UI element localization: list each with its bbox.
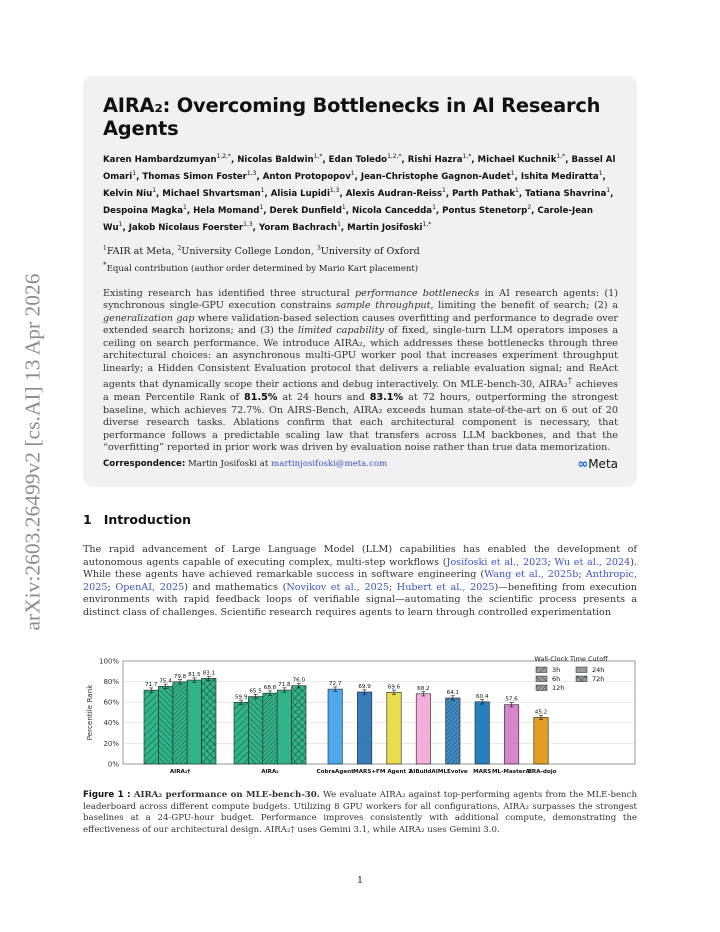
equal-contribution-note bbox=[103, 259, 618, 275]
page-number: 1 bbox=[356, 875, 364, 886]
x-tick-label: MLEvolve bbox=[437, 769, 468, 775]
y-tick-label: 0% bbox=[107, 760, 119, 769]
author-affiliation-mark: 1 bbox=[442, 187, 446, 195]
data-label: 71.8 bbox=[278, 682, 291, 689]
author-affiliation-mark: 1,3 bbox=[329, 187, 340, 195]
x-tick-label: MARS+ bbox=[353, 769, 377, 775]
data-label: 81.5 bbox=[188, 672, 201, 679]
author-name: Nicola Cancedda bbox=[351, 206, 433, 217]
text-run: ; bbox=[578, 569, 586, 580]
author-affiliation-mark: 1,2,* bbox=[387, 153, 402, 160]
citation-link[interactable]: Anthropic, 2025 bbox=[83, 569, 637, 593]
author-name: Bassel Al Omari bbox=[103, 154, 616, 182]
text-run: sample throughput bbox=[335, 300, 431, 312]
data-label: 69.9 bbox=[358, 684, 371, 691]
author-name: Jean-Christophe Gagnon-Audet bbox=[360, 171, 511, 182]
legend-label: 6h bbox=[552, 675, 561, 683]
author-name: Alexis Audran-Reiss bbox=[345, 188, 443, 199]
data-label: 59.9 bbox=[234, 694, 248, 701]
legend-swatch-hatch bbox=[576, 676, 587, 682]
data-label: 60.4 bbox=[475, 693, 489, 700]
data-label: 72.7 bbox=[328, 681, 342, 688]
author-name: Kelvin Niu bbox=[103, 188, 153, 199]
bar bbox=[504, 705, 518, 764]
text-run: at 24 hours and bbox=[277, 392, 370, 404]
bar bbox=[187, 680, 201, 764]
data-label: 45.2 bbox=[534, 709, 548, 716]
text-run: at 72 hours, outperforming the strongest baseline, which achieves 72.7%. On AIRS-Bench, AIRA₂ exceeds human state-of-the-art on 6 out of 20 diverse research tasks. Ablations confirm that each architectural component is necessary, that performance follows a predictable scaling law that transfers across LLM backbones, and that the “overfitting” reported in prior work was driven by evaluation noise rather than true data memorization. bbox=[103, 392, 618, 454]
figure-title: AIRA₂ performance on MLE-bench-30. bbox=[133, 790, 320, 800]
author-name: Alisia Lupidi bbox=[270, 188, 330, 199]
text-run: achieves a mean Percentile Rank of bbox=[103, 379, 618, 404]
author-name: Derek Dunfield bbox=[269, 206, 342, 217]
asterisk: * bbox=[103, 260, 107, 269]
text-run: ). While these agents have achieved remarkable success in software engineering ( bbox=[83, 556, 638, 580]
affiliation-mark: 2 bbox=[177, 245, 182, 253]
author-affiliation-mark: 1,* bbox=[422, 221, 432, 229]
legend-label: 12h bbox=[552, 684, 565, 692]
author-name: Pontus Stenetorp bbox=[442, 206, 528, 217]
author-name: Nicolas Baldwin bbox=[237, 154, 314, 165]
author-name: Ishita Mediratta bbox=[520, 171, 599, 182]
correspondence-label: Correspondence: bbox=[103, 459, 186, 469]
plot-area bbox=[85, 655, 635, 775]
y-tick-label: 100% bbox=[98, 657, 119, 666]
affiliation-name: University College London bbox=[181, 246, 311, 258]
legend-label: 72h bbox=[592, 675, 605, 683]
bar-hatch bbox=[292, 686, 306, 764]
text-run: in AI research agents: (1) synchronous single-GPU execution constrains bbox=[103, 287, 618, 312]
author-affiliation-mark: 1,* bbox=[313, 153, 323, 160]
author-affiliation-mark: 1,2,* bbox=[216, 153, 231, 160]
author-name: Hela Momand bbox=[193, 206, 260, 217]
data-label: 64.1 bbox=[446, 689, 460, 696]
x-tick-label: ML-Master 2 bbox=[491, 769, 532, 775]
data-label: 83.1 bbox=[202, 670, 216, 677]
text-run: 83.1% bbox=[369, 392, 404, 404]
bar-hatch bbox=[202, 678, 216, 764]
x-tick-label: AIRA₂† bbox=[169, 769, 191, 775]
legend-title: Wall-Clock Time Cutoff bbox=[534, 655, 608, 663]
affiliations: $^1$FAIR at Meta, $^2$University College London, $^3$University of Oxford bbox=[103, 245, 420, 258]
data-label: 68.2 bbox=[417, 685, 430, 692]
meta-logo-text: Meta bbox=[588, 457, 618, 471]
author-affiliation-mark: 1 bbox=[598, 170, 603, 178]
author-affiliation-mark: 1 bbox=[515, 187, 519, 195]
correspondence bbox=[103, 459, 387, 469]
affiliation-mark: 3 bbox=[316, 245, 321, 253]
y-tick-label: 40% bbox=[103, 719, 119, 728]
text-run: of fixed, single-turn LLM operators imposes a ceiling on search performance. We introduce AIRA₂, which addresses these bottlenecks through three architectural choices: an asynchronous multi-GPU worker pool that increases experiment throughput linearly; a Hidden Consistent Evaluation protocol that delivers a reliable evaluation signal; and ReAct agents that dynamically scope their actions and debug interactively. On MLE-bench-30, AIRA₂ bbox=[103, 325, 618, 391]
figure-caption-text: We evaluate AIRA₂ against top-performing agents from the MLE-bench leaderboard across different compute budgets. Utilizing 8 GPU workers for all configurations, AIRA₂ surpasses the strongest baselines at a 24-GPU-hour budget. Performance improves consistently with additional compute, demonstrating the effectiveness of our architectural design. AIRA₂† uses Gemini 3.1, while AIRA₂ uses Gemini 3.0. bbox=[83, 790, 637, 835]
author-name: Martin Josifoski bbox=[347, 223, 423, 234]
text-run: Existing research has identified three structural bbox=[103, 287, 355, 299]
figure-label: Figure 1 : bbox=[83, 790, 131, 800]
bar-hatch bbox=[248, 697, 262, 764]
legend-swatch bbox=[576, 667, 587, 673]
data-label: 68.8 bbox=[263, 685, 277, 692]
text-run: ; bbox=[388, 581, 397, 593]
bar bbox=[328, 689, 342, 764]
legend-label: 3h bbox=[552, 666, 561, 674]
y-tick-label: 20% bbox=[103, 739, 119, 748]
arxiv-sidebar bbox=[0, 0, 58, 932]
author-name: Anton Protopopov bbox=[262, 171, 351, 182]
data-label: 76.0 bbox=[292, 677, 306, 684]
figure-caption bbox=[83, 790, 637, 836]
abstract bbox=[103, 288, 618, 455]
author-name: Carole-Jean Wu bbox=[103, 206, 593, 234]
data-label: 69.6 bbox=[387, 684, 401, 691]
text-run: performance bottlenecks bbox=[354, 287, 480, 299]
author-name: Jakob Nicolaus Foerster bbox=[128, 223, 244, 234]
author-list: Karen Hambardzumyan$^{1,2,*}$, Nicolas Baldwin$^{1,*}$, Edan Toledo$^{1,2,*}$, Rishi Hazra$^{1,*}$, Michael Kuchnik$^{1,*}$, Bassel Al Omari$^1$, Thomas Simon Foster$^{1,3}$, Anton Protopopov$^1$, Jean-Christophe Gagnon-Audet$^1$, Ishita Mediratta$^1$, Kelvin Niu$^1$, Michael Shvartsman$^1$, Alisia Lupidi$^{1,3}$, Alexis Audran-Reiss$^1$, Parth Pathak$^1$, Tatiana Shavrina$^1$, Despoina Magka$^1$, Hela Momand$^1$, Derek Dunfield$^1$, Nicola Cancedda$^1$, Pontus Stenetorp$^2$, Carole-Jean Wu$^1$, Jakob Nicolaus Foerster$^{1,3}$, Yoram Bachrach$^1$, Martin Josifoski$^{1,*}$ bbox=[103, 153, 616, 234]
x-tick-label: CobraAgent bbox=[316, 769, 354, 775]
data-label: 57.6 bbox=[505, 696, 518, 703]
author-affiliation-mark: 1 bbox=[337, 221, 341, 229]
author-affiliation-mark: 1,3 bbox=[246, 170, 257, 178]
x-tick-label: MARS bbox=[473, 769, 492, 775]
section-number: 1 bbox=[83, 512, 92, 527]
bar-hatch bbox=[234, 702, 248, 764]
author-name: Michael Kuchnik bbox=[477, 154, 557, 165]
bar-hatch bbox=[158, 686, 172, 764]
author-name: Michael Shvartsman bbox=[162, 188, 261, 199]
text-run: where validation-based selection causes overfitting and performance to degrade over extended search horizons; and (3) the bbox=[103, 312, 618, 337]
arxiv-identifier[interactable]: arXiv:2603.26499v2 [cs.AI] 13 Apr 2026 bbox=[20, 273, 45, 631]
citation-link[interactable]: Hubert et al., 2025 bbox=[396, 581, 495, 593]
affiliation-mark: 1 bbox=[103, 245, 107, 253]
author-name: Tatiana Shavrina bbox=[525, 188, 607, 199]
author-affiliation-mark: 1 bbox=[260, 187, 265, 195]
author-affiliation-mark: 1 bbox=[259, 204, 264, 212]
affiliation-name: FAIR at Meta bbox=[106, 246, 172, 258]
text-run: ; bbox=[547, 556, 555, 568]
author-affiliation-mark: 1 bbox=[152, 187, 157, 195]
author-name: Despoina Magka bbox=[103, 206, 184, 217]
author-affiliation-mark: 1,* bbox=[556, 153, 566, 160]
bar bbox=[277, 690, 291, 764]
bar-hatch bbox=[173, 682, 187, 764]
author-affiliation-mark: 1 bbox=[132, 170, 137, 178]
author-name: Rishi Hazra bbox=[407, 154, 463, 165]
author-name: Parth Pathak bbox=[452, 188, 516, 199]
bar bbox=[416, 694, 430, 764]
correspondence-email[interactable]: martinjosifoski@meta.com bbox=[271, 459, 388, 469]
correspondence-name: Martin Josifoski at bbox=[188, 459, 269, 469]
figure-1-chart bbox=[83, 648, 637, 778]
text-run: generalization gap bbox=[103, 312, 195, 324]
x-tick-label: AIRA-dojo bbox=[525, 769, 557, 775]
text-run: ; bbox=[107, 581, 116, 593]
author-affiliation-mark: 1,3 bbox=[243, 221, 253, 229]
data-label: 71.7 bbox=[144, 682, 158, 689]
intro-paragraph bbox=[83, 544, 637, 619]
citation-link[interactable]: Novikov et al., 2025 bbox=[286, 581, 389, 593]
author-affiliation-mark: 1 bbox=[350, 170, 355, 178]
legend-swatch-hatch bbox=[536, 676, 547, 682]
author-affiliation-mark: 1 bbox=[432, 204, 436, 212]
text-run: † bbox=[567, 376, 573, 386]
text-run: )—benefiting from execution environments with rapid feedback loops of verifiable signal—automating the scientific process presents a distinct class of challenges. Scientific research requires agents to learn through controlled experimentation bbox=[83, 581, 637, 618]
legend-swatch-hatch bbox=[536, 667, 547, 673]
paper-title: AIRA₂: Overcoming Bottlenecks in AI Research Agents bbox=[103, 94, 601, 140]
author-affiliation-mark: 1 bbox=[118, 221, 123, 229]
text-run: limited capability bbox=[298, 325, 385, 337]
bar bbox=[475, 702, 489, 764]
data-label: 75.4 bbox=[159, 678, 172, 685]
author-name: Thomas Simon Foster bbox=[142, 171, 247, 182]
author-name: Edan Toledo bbox=[328, 154, 388, 165]
citation-link[interactable]: Wu et al., 2024 bbox=[554, 556, 631, 568]
bar-hatch bbox=[263, 693, 277, 764]
text-run: 81.5% bbox=[244, 392, 278, 404]
citation-link[interactable]: OpenAI, 2025 bbox=[115, 581, 185, 593]
bar bbox=[357, 692, 371, 764]
data-label: 79.8 bbox=[173, 673, 187, 680]
legend-swatch-hatch bbox=[536, 685, 547, 691]
author-affiliation-mark: 1 bbox=[341, 204, 346, 212]
author-affiliation-mark: 1,* bbox=[462, 153, 472, 160]
x-tick-label: AIBuildAI bbox=[408, 769, 438, 775]
text-run: ) and mathematics ( bbox=[184, 581, 287, 593]
author-name: Yoram Bachrach bbox=[258, 223, 338, 234]
bar-hatch bbox=[446, 698, 460, 764]
author-affiliation-mark: 2 bbox=[527, 204, 532, 212]
y-axis-label: Percentile Rank bbox=[85, 684, 94, 741]
bar-hatch bbox=[144, 690, 158, 764]
y-tick-label: 60% bbox=[103, 698, 119, 707]
meta-infinity-icon: ∞ bbox=[577, 457, 589, 472]
meta-logo bbox=[577, 457, 618, 472]
legend-label: 24h bbox=[592, 666, 605, 674]
author-affiliation-mark: 1 bbox=[510, 170, 515, 178]
author-affiliation-mark: 1 bbox=[606, 187, 611, 195]
data-label: 65.5 bbox=[249, 688, 262, 695]
y-tick-label: 80% bbox=[103, 678, 119, 686]
citation-link[interactable]: Josifoski et al., 2023 bbox=[446, 556, 548, 568]
text-run: The rapid advancement of Large Language Model (LLM) capabilities has enabled the development of autonomous agents capable of executing complex, multi-step workflows ( bbox=[83, 544, 637, 568]
bar bbox=[387, 692, 401, 764]
section-heading bbox=[83, 512, 191, 527]
bar bbox=[534, 717, 548, 764]
citation-link[interactable]: Wang et al., 2025b bbox=[484, 569, 579, 580]
x-tick-label: FM Agent 2 bbox=[376, 769, 412, 775]
section-title: Introduction bbox=[103, 512, 191, 527]
author-name: Karen Hambardzumyan bbox=[103, 154, 217, 165]
header-box bbox=[83, 76, 637, 487]
author-affiliation-mark: 1 bbox=[183, 204, 187, 212]
equal-contribution-text: Equal contribution (author order determined by Mario Kart placement) bbox=[106, 263, 419, 274]
text-run: , limiting the benefit of search; (2) a bbox=[430, 300, 618, 312]
affiliation-name: University of Oxford bbox=[320, 246, 420, 258]
x-tick-label: AIRA₂ bbox=[261, 769, 279, 775]
